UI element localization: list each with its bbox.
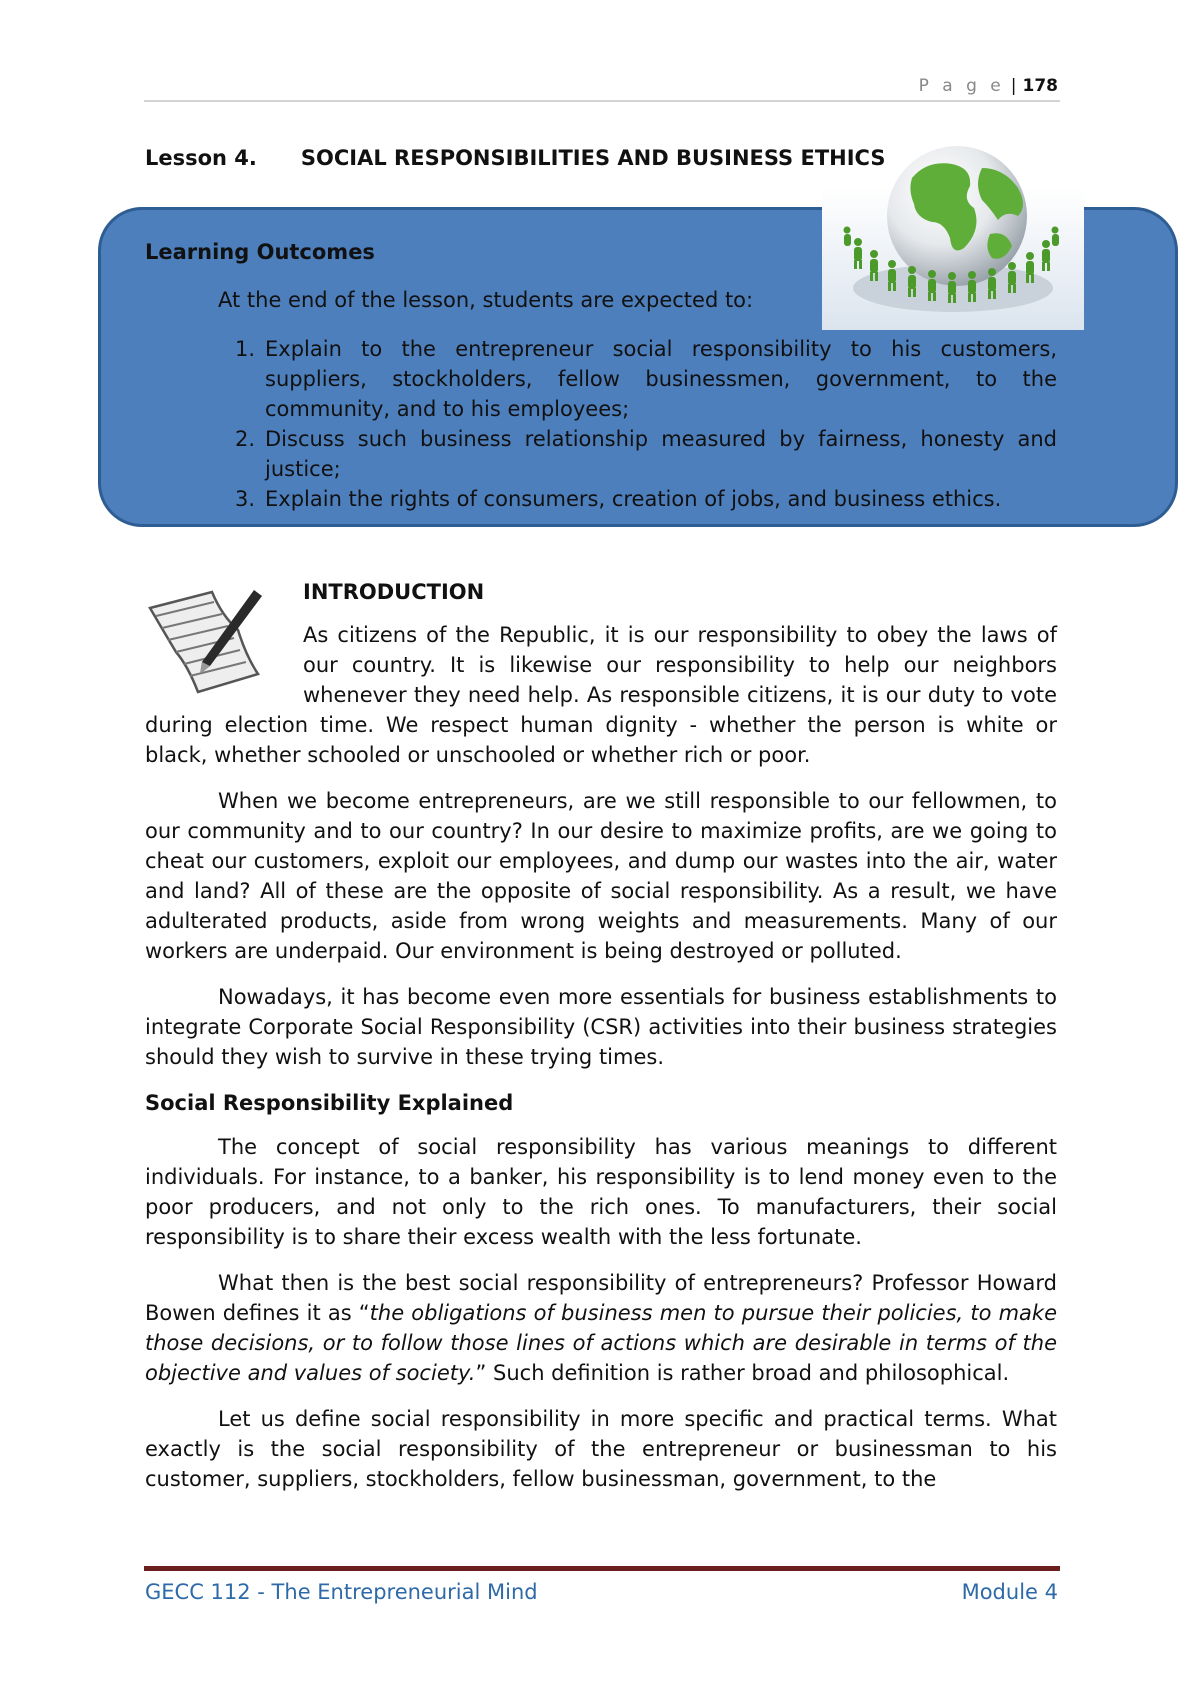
intro-paragraph-3: Nowadays, it has become even more essentials for business establishments to integrate Corporate Social Responsibility (CSR) activities into their business strategies should they wish to survive in these trying times.: [145, 985, 1057, 1069]
page-number: 178: [1022, 76, 1058, 96]
page-label: P a g e: [918, 76, 1005, 96]
footer-course: GECC 112 - The Entrepreneurial Mind: [145, 1580, 538, 1604]
explained-paragraph-2: [145, 1268, 1057, 1388]
page-separator: |: [1010, 76, 1017, 96]
globe-people-illustration: [822, 138, 1084, 330]
introduction-heading: INTRODUCTION: [303, 580, 485, 604]
explained-paragraph-3: Let us define social responsibility in more specific and practical terms. What exactly is the social responsibility of the entrepreneur or businessman to his customer, suppliers, stockholders, fellow businessman, government, to the: [145, 1407, 1057, 1491]
outcome-text: Explain the rights of consumers, creation of jobs, and business ethics.: [265, 487, 1002, 511]
learning-outcomes-heading: Learning Outcomes: [145, 240, 375, 264]
lesson-number: Lesson 4.: [145, 146, 257, 170]
lesson-heading: [145, 146, 885, 170]
outcome-number: 1.: [234, 337, 255, 361]
section-heading: Social Responsibility Explained: [145, 1091, 514, 1115]
footer-module: Module 4: [961, 1580, 1058, 1604]
body-text: [145, 620, 1057, 1510]
bowen-quote: the obligations of business men to pursue their policies, to make those decisions, or to follow those lines of actions which are desirable in terms of the objective and values of society.: [145, 1301, 1057, 1385]
lesson-title: SOCIAL RESPONSIBILITIES AND BUSINESS ETHICS: [300, 146, 886, 170]
page-number-header: [919, 76, 1058, 96]
outcome-item: [145, 334, 1057, 424]
learning-outcomes-intro: At the end of the lesson, students are expected to:: [218, 288, 754, 312]
footer-rule: [144, 1566, 1060, 1571]
outcome-number: 2.: [234, 427, 255, 451]
intro-paragraph-1: As citizens of the Republic, it is our responsibility to obey the laws of our country. It is likewise our responsibility to help our neighbors whenever they need help. As responsible citizens, it is our duty to vote during election time. We respect human dignity - whether the person is white or black, whether schooled or unschooled or whether rich or poor.: [145, 623, 1057, 767]
bowen-outro: ” Such definition is rather broad and philosophical.: [475, 1361, 1010, 1385]
outcome-text: Discuss such business relationship measured by fairness, honesty and justice;: [265, 427, 1057, 481]
outcome-text: Explain to the entrepreneur social responsibility to his customers, suppliers, stockholders, fellow businessmen, government, to the community, and to his employees;: [265, 337, 1057, 421]
intro-paragraph-2: When we become entrepreneurs, are we still responsible to our fellowmen, to our community and to our country? In our desire to maximize profits, are we going to cheat our customers, exploit our employees, and dump our wastes into the air, water and land? All of these are the opposite of social responsibility. As a result, we have adulterated products, aside from wrong weights and measurements. Many of our workers are underpaid. Our environment is being destroyed or polluted.: [145, 789, 1057, 963]
outcome-item: [145, 484, 1057, 514]
header-rule: [144, 100, 1060, 102]
outcome-item: [145, 424, 1057, 484]
learning-outcomes-list: [145, 334, 1057, 514]
outcome-number: 3.: [234, 487, 255, 511]
explained-paragraph-1: The concept of social responsibility has various meanings to different individuals. For instance, to a banker, his responsibility is to lend money even to the poor producers, and not only to the rich ones. To manufacturers, their social responsibility is to share their excess wealth with the less fortunate.: [145, 1135, 1057, 1249]
bowen-intro: What then is the best social responsibility of entrepreneurs? Professor Howard Bowen defines it as “: [145, 1271, 1057, 1325]
